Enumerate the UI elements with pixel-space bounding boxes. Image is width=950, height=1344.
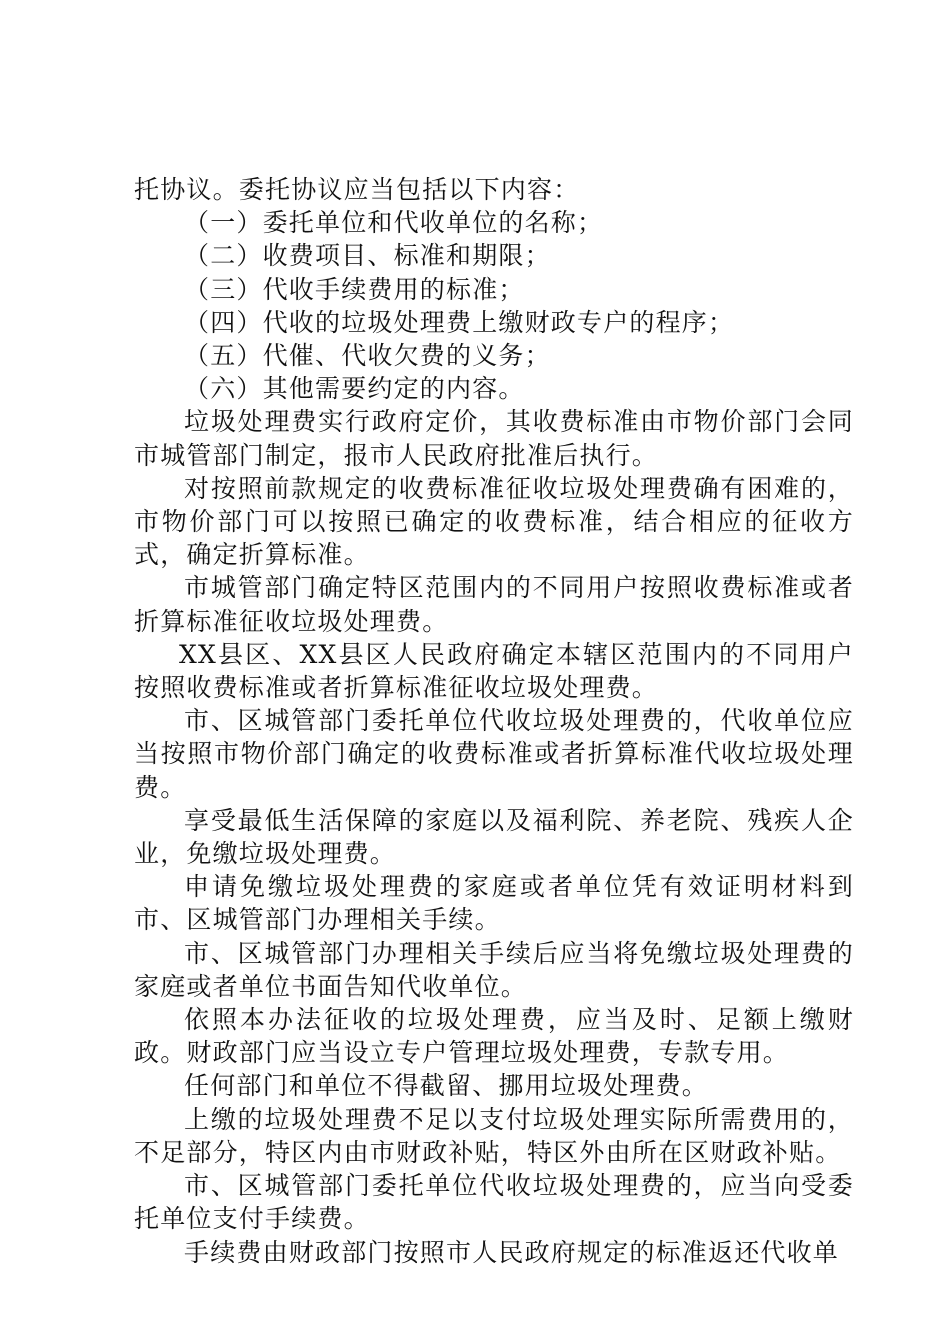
- paragraph: 上缴的垃圾处理费不足以支付垃圾处理实际所需费用的，不足部分，特区内由市财政补贴，特区外由所在区财政补贴。: [134, 1104, 854, 1167]
- list-item: （三）代收手续费用的标准；: [184, 274, 525, 304]
- paragraph: 市、区城管部门委托单位代收垃圾处理费的，应当向受委托单位支付手续费。: [134, 1171, 854, 1234]
- paragraph: 享受最低生活保障的家庭以及福利院、养老院、残疾人企业，免缴垃圾处理费。: [134, 805, 854, 869]
- paragraph: 市、区城管部门委托单位代收垃圾处理费的，代收单位应当按照市物价部门确定的收费标准或者折算标准代收垃圾处理费。: [134, 706, 854, 802]
- paragraph: 对按照前款规定的收费标准征收垃圾处理费确有困难的，市物价部门可以按照已确定的收费标准，结合相应的征收方式，确定折算标准。: [134, 473, 854, 570]
- list-item: （二）收费项目、标准和期限；: [184, 241, 551, 271]
- list-item: （一）委托单位和代收单位的名称；: [184, 208, 604, 238]
- paragraph: 申请免缴垃圾处理费的家庭或者单位凭有效证明材料到市、区城管部门办理相关手续。: [134, 872, 854, 935]
- paragraph: 市、区城管部门办理相关手续后应当将免缴垃圾处理费的家庭或者单位书面告知代收单位。: [134, 938, 854, 1001]
- paragraph: 依照本办法征收的垃圾处理费，应当及时、足额上缴财政。财政部门应当设立专户管理垃圾处理费，专款专用。: [134, 1005, 854, 1068]
- list-item: （四）代收的垃圾处理费上缴财政专户的程序；: [184, 307, 735, 337]
- paragraph: 手续费由财政部门按照市人民政府规定的标准返还代收单: [184, 1237, 840, 1267]
- paragraph: 垃圾处理费实行政府定价，其收费标准由市物价部门会同市城管部门制定，报市人民政府批准后执行。: [134, 407, 854, 470]
- document-body: [134, 173, 854, 1269]
- list-item: （六）其他需要约定的内容。: [184, 374, 525, 404]
- paragraph: 任何部门和单位不得截留、挪用垃圾处理费。: [184, 1071, 709, 1101]
- paragraph: 市城管部门确定特区范围内的不同用户按照收费标准或者折算标准征收垃圾处理费。: [134, 573, 854, 636]
- paragraph: XX县区、XX县区人民政府确定本辖区范围内的不同用户按照收费标准或者折算标准征收垃圾处理费。: [134, 639, 854, 703]
- paragraph: 托协议。委托协议应当包括以下内容：: [134, 175, 580, 204]
- list-item: （五）代催、代收欠费的义务；: [184, 341, 551, 371]
